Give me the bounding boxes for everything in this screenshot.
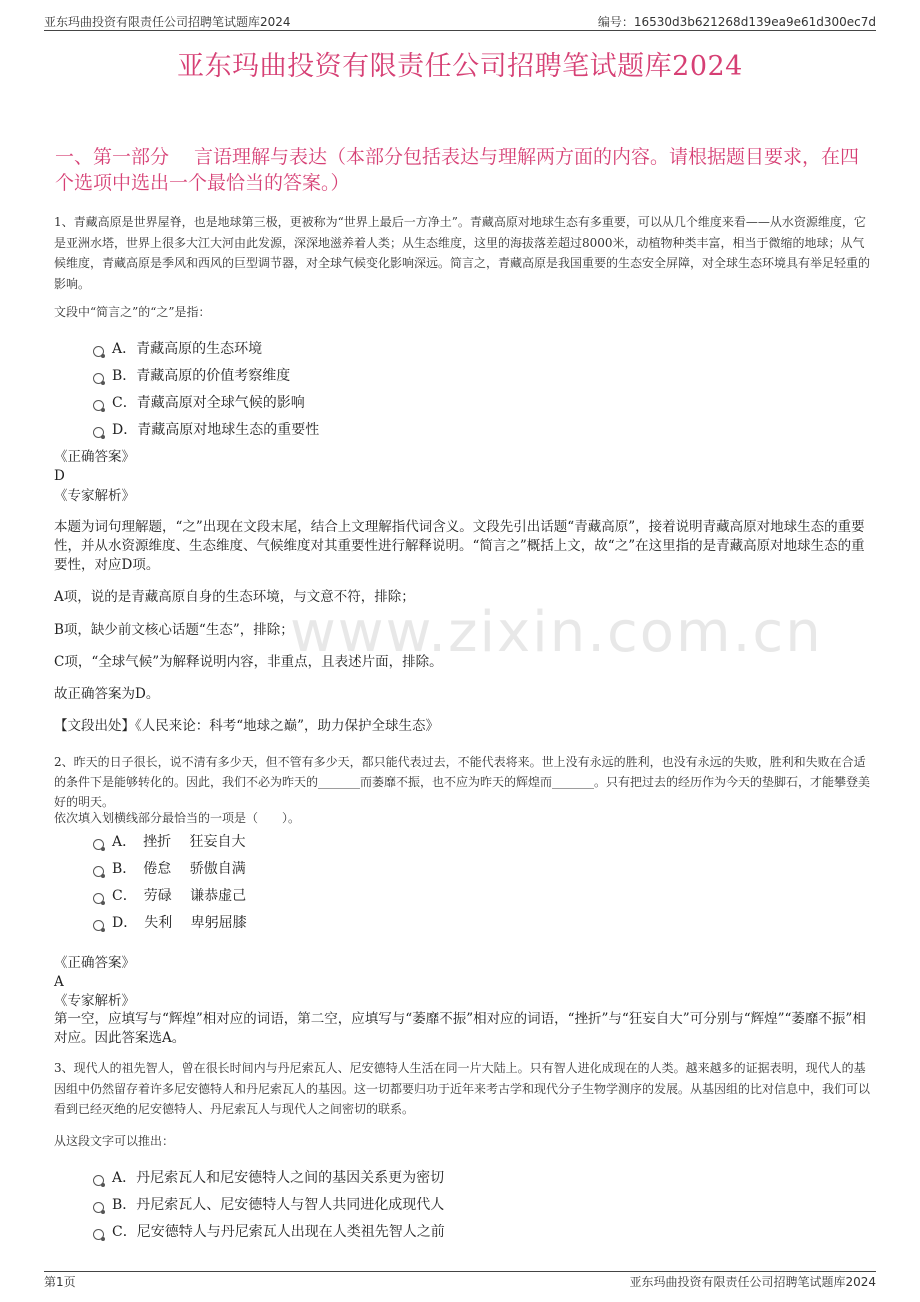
question-1-prompt: 文段中“简言之”的“之”是指： xyxy=(54,305,211,319)
option-label: A．青藏高原的生态环境 xyxy=(112,341,263,357)
page-footer xyxy=(44,1271,876,1287)
footer-title: 亚东玛曲投资有限责任公司招聘笔试题库2024 xyxy=(629,1275,876,1289)
question-1-analysis-label: 《专家解析》 xyxy=(54,488,135,504)
question-2-passage: 2、昨天的日子很长，说不清有多少天，但不管有多少天，都只能代表过去，不能代表将来。世上没有永远的胜利，也没有永远的失败，胜利和失败在合适的条件下是能够转化的。因此，我们不必为昨天的_______而萎靡不振，也不应为昨天的辉煌而_______。只有把过去的经历作为今天的垫脚石，才能攀登美好的明天。 xyxy=(54,755,871,809)
question-1-analysis: 本题为词句理解题，“之”出现在文段末尾，结合上文理解指代词含义。文段先引出话题“青藏高原”，接着说明青藏高原对地球生态的重要性，并从水资源维度、生态维度、气候维度对其重要性进行解释说明。“简言之”概括上文，故“之”在这里指的是青藏高原对地球生态的重要性，对应D项。 xyxy=(54,519,865,573)
header-title: 亚东玛曲投资有限责任公司招聘笔试题库2024 xyxy=(44,15,291,29)
question-1-passage: 1、青藏高原是世界屋脊，也是地球第三极，更被称为“世界上最后一方净土”。青藏高原对地球生态有多重要，可以从几个维度来看——从水资源维度，它是亚洲水塔，世界上很多大江大河由此发源，深深地滋养着人类；从生态维度，这里的海拔落差超过8000米，动植物种类丰富，相当于微缩的地球；从气候维度，青藏高原是季风和西风的巨型调节器，对全球气候变化影响深远。简言之，青藏高原是我国重要的生态安全屏障，对全球生态环境具有举足轻重的影响。 xyxy=(54,215,871,291)
question-3-prompt: 从这段文字可以推出： xyxy=(54,1134,175,1148)
header-code-value: 16530d3b621268d139ea9e61d300ec7d xyxy=(633,15,876,29)
page-suffix: 页 xyxy=(63,1275,76,1289)
question-1-option-b[interactable] xyxy=(93,365,290,387)
page-value: 1 xyxy=(56,1275,64,1289)
question-3-option-c[interactable] xyxy=(93,1221,445,1243)
header-code xyxy=(598,13,876,30)
watermark: www.zixin.com.cn xyxy=(290,600,823,665)
radio-icon[interactable] xyxy=(93,346,104,357)
question-1-analysis-c: C项，“全球气候”为解释说明内容，非重点，且表述片面，排除。 xyxy=(54,654,443,670)
page-header xyxy=(44,12,876,31)
question-2-answer-label: 《正确答案》 xyxy=(54,955,135,971)
question-1-source: 【文段出处】《人民来论：科考“地球之巅”，助力保护全球生态》 xyxy=(54,718,440,734)
section-heading: 一、第一部分 言语理解与表达（本部分包括表达与理解两方面的内容。请根据题目要求，在四个选项中选出一个最恰当的答案。） xyxy=(55,146,860,194)
question-1-conclusion: 故正确答案为D。 xyxy=(54,686,160,702)
radio-icon[interactable] xyxy=(93,1175,104,1186)
question-1-answer: D xyxy=(54,468,65,484)
option-label: C．尼安德特人与丹尼索瓦人出现在人类祖先智人之前 xyxy=(112,1224,445,1240)
question-1-option-d[interactable] xyxy=(93,419,319,441)
question-2-option-a[interactable] xyxy=(93,831,246,853)
radio-icon[interactable] xyxy=(93,373,104,384)
option-label: C．青藏高原对全球气候的影响 xyxy=(112,395,305,411)
radio-icon[interactable] xyxy=(93,839,104,850)
option-label: A．丹尼索瓦人和尼安德特人之间的基因关系更为密切 xyxy=(112,1170,445,1186)
question-3-option-b[interactable] xyxy=(93,1194,444,1216)
question-1-analysis-b: B项，缺少前文核心话题“生态”，排除； xyxy=(54,622,294,638)
option-label: A． 挫折 狂妄自大 xyxy=(112,834,246,850)
question-2-option-d[interactable] xyxy=(93,912,247,934)
radio-icon[interactable] xyxy=(93,1202,104,1213)
question-2-analysis: 第一空，应填写与“辉煌”相对应的词语，第二空，应填写与“萎靡不振”相对应的词语，“挫折”与“狂妄自大”可分别与“辉煌”“萎靡不振”相对应。因此答案选A。 xyxy=(54,1011,866,1046)
radio-icon[interactable] xyxy=(93,400,104,411)
radio-icon[interactable] xyxy=(93,427,104,438)
document-title: 亚东玛曲投资有限责任公司招聘笔试题库2024 xyxy=(177,51,743,82)
question-2-analysis-label: 《专家解析》 xyxy=(54,993,135,1009)
radio-icon[interactable] xyxy=(93,893,104,904)
option-label: C． 劳碌 谦恭虚己 xyxy=(112,888,247,904)
page-number xyxy=(44,1273,76,1290)
question-2-answer: A xyxy=(54,974,64,990)
option-label: B．丹尼索瓦人、尼安德特人与智人共同进化成现代人 xyxy=(112,1197,445,1213)
radio-icon[interactable] xyxy=(93,866,104,877)
page-prefix: 第 xyxy=(44,1275,57,1289)
option-label: B． 倦怠 骄傲自满 xyxy=(112,861,246,877)
radio-icon[interactable] xyxy=(93,920,104,931)
question-3-passage: 3、现代人的祖先智人，曾在很长时间内与丹尼索瓦人、尼安德特人生活在同一片大陆上。只有智人进化成现在的人类。越来越多的证据表明，现代人的基因组中仍然留存着许多尼安德特人和丹尼索瓦人的基因。这一切都要归功于近年来考古学和现代分子生物学测序的发展。从基因组的比对信息中，我们可以看到已经灭绝的尼安德特人、丹尼索瓦人与现代人之间密切的联系。 xyxy=(54,1061,871,1116)
header-code-label: 编号： xyxy=(597,15,634,29)
question-1-option-c[interactable] xyxy=(93,392,305,414)
question-2-option-c[interactable] xyxy=(93,885,246,907)
question-1-analysis-a: A项，说的是青藏高原自身的生态环境，与文意不符，排除； xyxy=(54,589,415,605)
question-1-answer-label: 《正确答案》 xyxy=(54,449,135,465)
question-1-option-a[interactable] xyxy=(93,338,262,360)
option-label: B．青藏高原的价值考察维度 xyxy=(112,368,291,384)
option-label: D．青藏高原对地球生态的重要性 xyxy=(112,422,320,438)
question-2-option-b[interactable] xyxy=(93,858,246,880)
question-2-prompt: 依次填入划横线部分最恰当的一项是（ ）。 xyxy=(54,811,301,825)
option-label: D． 失利 卑躬屈膝 xyxy=(112,915,247,931)
question-3-option-a[interactable] xyxy=(93,1167,444,1189)
radio-icon[interactable] xyxy=(93,1229,104,1240)
